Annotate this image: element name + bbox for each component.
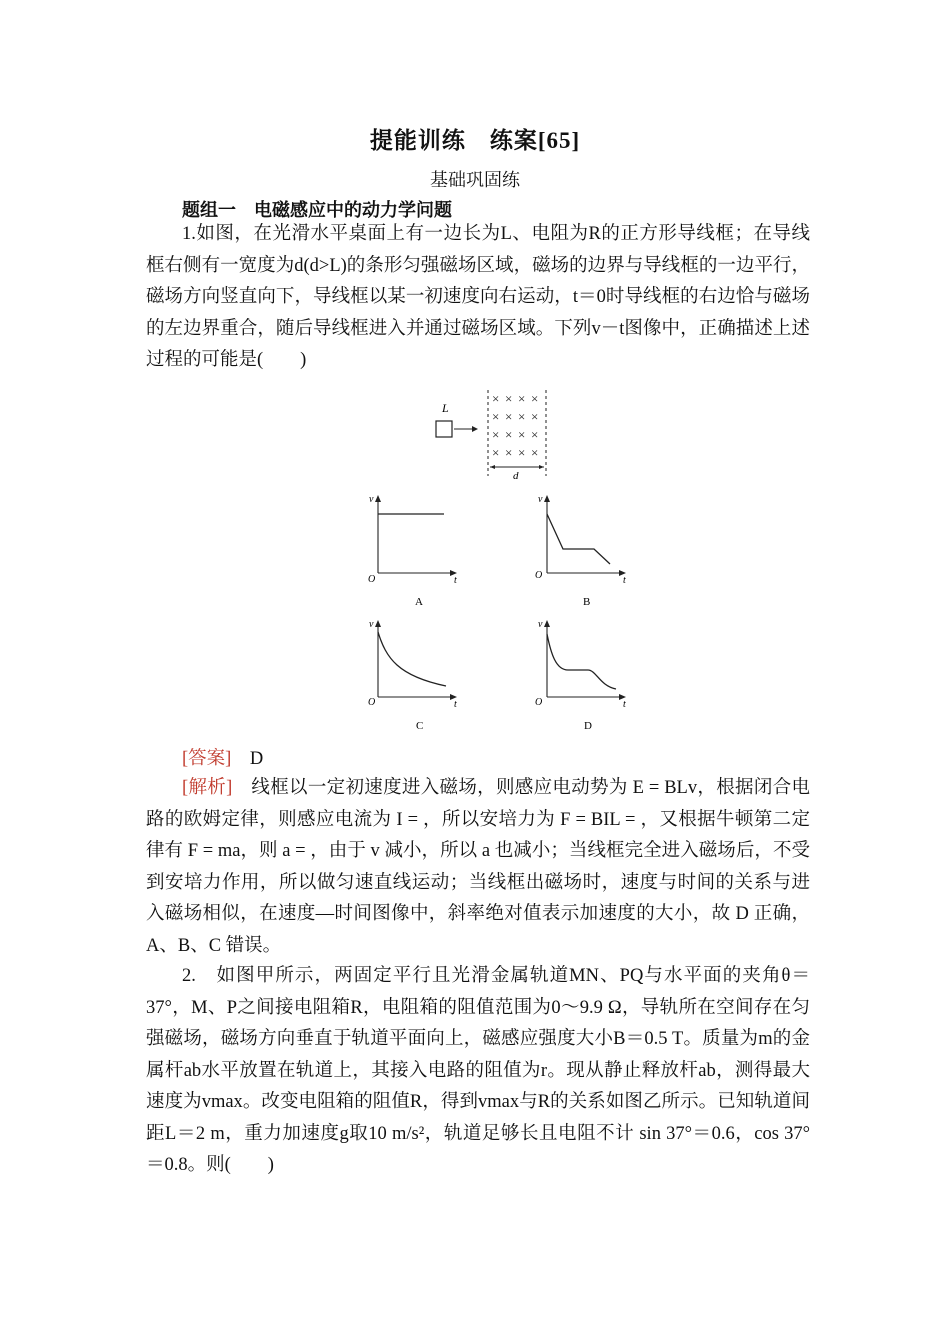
field-cross-icon: × (505, 445, 513, 460)
field-cross-icon: × (518, 427, 526, 442)
graph-D (535, 619, 626, 732)
analysis-text: 线框以一定初速度进入磁场，则感应电动势为 E = BLv，根据闭合电路的欧姆定律，则感应电流为 I = ，所以安培力为 F = BIL = ，又根据牛顿第二定律有 F = ma，则 a = ，由于 v 减小，所以 a 也减小；当线框完全进入磁场后，不受到安培力作用，所以做匀速直线运动；当线框出磁场时，速度与时间的关系与进入磁场相似，在速度—时间图像中，斜率绝对值表示加速度的大小，故 D 正确，A、B、C 错误。 (146, 778, 810, 956)
answer-value: D (249, 749, 264, 769)
option-label-A: A (415, 596, 423, 608)
field-cross-icon: × (492, 409, 500, 424)
question-1-text: 1.如图，在光滑水平桌面上有一边长为L、电阻为R的正方形导线框；在导线框右侧有一宽度为d(d>L)的条形匀强磁场区域，磁场的边界与导线框的一边平行，磁场方向竖直向下，导线框以某一初速度向右运动，t＝0时导线框的右边恰与磁场的左边界重合，随后导线框进入并通过磁场区域。下列v－t图像中，正确描述上述过程的可能是( ) (146, 224, 810, 370)
field-cross-icon: × (492, 445, 500, 460)
graph-C (368, 619, 457, 732)
option-label-B: B (583, 596, 591, 608)
field-cross-icon: × (505, 427, 513, 442)
origin-label: O (535, 697, 543, 708)
origin-label: O (368, 697, 376, 708)
answer-line (182, 744, 263, 770)
square-frame (436, 421, 452, 437)
field-cross-icon: × (531, 391, 539, 406)
axis-v-label: v (538, 494, 543, 505)
field-cross-icon: × (492, 391, 500, 406)
v-axis-arrow-icon (544, 495, 550, 502)
section-subtitle: 基础巩固练 (430, 170, 520, 190)
origin-label: O (368, 574, 376, 585)
option-label-C: C (416, 720, 424, 732)
page-title: 提能训练 练案[65] (369, 128, 581, 153)
origin-label: O (535, 570, 543, 581)
curve-B (547, 514, 610, 564)
field-cross-icon: × (505, 391, 513, 406)
question-1-figure (360, 388, 650, 738)
option-label-D: D (584, 720, 592, 732)
field-cross-icon: × (518, 409, 526, 424)
field-cross-icon: × (531, 427, 539, 442)
axis-v-label: v (369, 619, 374, 630)
axis-t-label: t (454, 575, 457, 586)
answer-label: [答案] (182, 749, 232, 769)
axis-t-label: t (623, 699, 626, 710)
question-2 (146, 961, 810, 1182)
question-group-heading: 题组一 电磁感应中的动力学问题 (182, 200, 452, 220)
axis-v-label: v (538, 619, 543, 630)
axis-v-label: v (369, 494, 374, 505)
question-1 (146, 219, 810, 377)
question-2-text: 2. 如图甲所示，两固定平行且光滑金属轨道MN、PQ与水平面的夹角θ＝37°，M、P之间接电阻箱R，电阻箱的阻值范围为0～9.9 Ω，导轨所在空间存在匀强磁场，磁场方向垂直于轨道平面向上，磁感应强度大小B＝0.5 T。质量为m的金属杆ab水平放置在轨道上，其接入电路的阻值为r。现从静止释放杆ab，测得最大速度为vmax。改变电阻箱的阻值R，得到vmax与R的关系如图乙所示。已知轨道间距L＝2 m，重力加速度g取10 m/s²，轨道足够长且电阻不计 sin 37°＝0.6，cos 37°＝0.8。则( ) (146, 966, 810, 1175)
field-cross-icon: × (531, 445, 539, 460)
analysis-label: [解析] (182, 778, 233, 798)
field-cross-icon: × (492, 427, 500, 442)
field-cross-icon: × (505, 409, 513, 424)
v-axis-arrow-icon (375, 495, 381, 502)
axis-t-label: t (454, 699, 457, 710)
label-d: d (513, 470, 519, 482)
field-cross-icon: × (518, 391, 526, 406)
dim-arrow-left-icon (490, 465, 495, 469)
arrow-head-icon (472, 426, 478, 432)
v-axis-arrow-icon (375, 620, 381, 627)
curve-D (547, 634, 616, 689)
v-axis-arrow-icon (544, 620, 550, 627)
label-L: L (442, 401, 449, 415)
graph-B (535, 494, 626, 608)
axis-t-label: t (623, 575, 626, 586)
field-cross-icon: × (531, 409, 539, 424)
curve-C (378, 632, 446, 686)
dim-arrow-right-icon (539, 465, 544, 469)
magnetic-field-crosses (492, 391, 538, 460)
graph-A (368, 494, 457, 608)
field-cross-icon: × (518, 445, 526, 460)
analysis-paragraph (146, 773, 810, 962)
